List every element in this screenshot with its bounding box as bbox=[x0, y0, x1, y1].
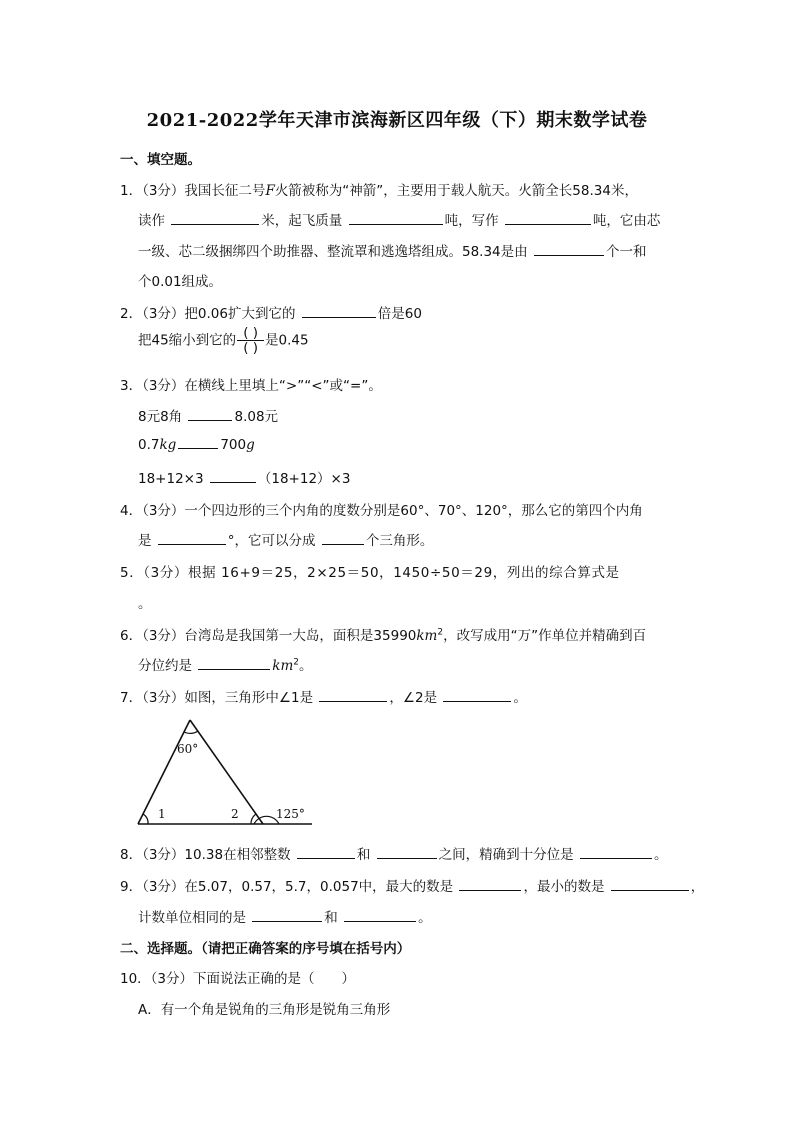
q3-c-left: 18+12×3 bbox=[138, 471, 204, 487]
question-1-line-3 bbox=[138, 240, 646, 260]
q6-unit-km-2: km bbox=[272, 658, 294, 674]
question-8-line-1 bbox=[120, 843, 667, 863]
question-3-row-a bbox=[138, 405, 278, 425]
q3-b-unit-kg: kg bbox=[159, 437, 177, 453]
q2-fraction-numerator: ( ) bbox=[237, 326, 264, 341]
triangle-right-side bbox=[190, 720, 263, 824]
q7-text-c: 。 bbox=[513, 690, 527, 706]
question-3-row-c bbox=[138, 467, 350, 487]
q2-result-text: 是0.45 bbox=[265, 332, 309, 349]
q8-upper-blank[interactable] bbox=[377, 846, 437, 859]
q1-text-a: 1．（3分）我国长征二号 bbox=[120, 183, 266, 199]
question-10-line-1: 10．（3分）下面说法正确的是（ ） bbox=[120, 971, 356, 987]
q3-c-right: （18+12）×3 bbox=[257, 471, 351, 487]
question-4-line-1: 4．（3分）一个四边形的三个内角的度数分别是60°、70°、120°，那么它的第四个内角 bbox=[120, 503, 643, 519]
q6-period: 。 bbox=[299, 658, 313, 674]
question-3-line-1: 3．（3分）在横线上里填上“>”“<”或“=”。 bbox=[120, 378, 382, 394]
q6-unit-sup: 2 bbox=[437, 627, 444, 638]
q7-angle1-blank[interactable] bbox=[319, 689, 387, 702]
question-3-row-b bbox=[138, 436, 255, 453]
q1-mass-blank[interactable] bbox=[349, 212, 443, 225]
q8-text-a: 8．（3分）10.38在相邻整数 bbox=[120, 847, 291, 863]
question-1-line-2 bbox=[138, 209, 660, 229]
q1-rocket-letter: F bbox=[265, 183, 275, 199]
question-9-line-1 bbox=[120, 875, 704, 895]
q1-read-label: 读作 bbox=[138, 213, 165, 229]
question-4-line-2 bbox=[138, 529, 433, 549]
q6-approx-label: 分位约是 bbox=[138, 658, 192, 674]
q4-is-label: 是 bbox=[138, 533, 152, 549]
q3-a-right: 8.08元 bbox=[234, 409, 279, 425]
q2-text-b: 倍是60 bbox=[377, 306, 422, 322]
q3-b-blank[interactable] bbox=[178, 436, 218, 449]
q3-a-blank[interactable] bbox=[188, 408, 232, 421]
question-5-line-1: 5．（3分）根据 16+9＝25，2×25＝50，1450÷50＝29，列出的综合算式是 bbox=[120, 565, 620, 581]
q2-fraction[interactable] bbox=[237, 326, 264, 355]
angle1-arc bbox=[143, 814, 148, 824]
question-6-line-1 bbox=[120, 624, 646, 644]
q6-text-a: 6．（3分）台湾岛是我国第一大岛，面积是35990 bbox=[120, 628, 417, 644]
question-9-line-2 bbox=[138, 906, 432, 926]
page-title: 2021-2022学年天津市滨海新区四年级（下）期末数学试卷 bbox=[146, 110, 648, 131]
q9-text-a: 9．（3分）在5.07，0.57，5.7，0.057中，最大的数是 bbox=[120, 879, 454, 895]
q9-same-blank-2[interactable] bbox=[344, 909, 416, 922]
q1-ones-blank[interactable] bbox=[534, 243, 604, 256]
question-5-line-2: 。 bbox=[138, 596, 152, 612]
q6-text-b: ，改写成用“万”作单位并精确到百 bbox=[443, 628, 647, 644]
q8-lower-blank[interactable] bbox=[297, 846, 355, 859]
q9-period: 。 bbox=[418, 910, 432, 926]
q1-core-label: 吨，它由芯 bbox=[592, 213, 661, 229]
question-2-line-2 bbox=[138, 326, 309, 355]
q7-text-a: 7．（3分）如图，三角形中∠1是 bbox=[120, 690, 314, 706]
q7-angle2-blank[interactable] bbox=[443, 689, 511, 702]
q8-period: 。 bbox=[653, 847, 668, 863]
top-angle-label: 60° bbox=[177, 742, 199, 756]
q4-angle-blank[interactable] bbox=[158, 532, 226, 545]
q8-and: 和 bbox=[356, 847, 371, 863]
q2-shrink-text: 把45缩小到它的 bbox=[138, 332, 237, 349]
q9-text-b: ，最小的数是 bbox=[523, 879, 605, 895]
q3-b-unit-g: g bbox=[246, 437, 255, 453]
q7-text-b: ，∠2是 bbox=[389, 690, 438, 706]
q3-a-left: 8元8角 bbox=[138, 409, 183, 425]
q1-text-c: 火箭被称为“神箭”，主要用于载人航天。火箭全长58.34米， bbox=[274, 183, 638, 199]
question-1-line-1 bbox=[120, 179, 638, 199]
angle2-label: 2 bbox=[231, 807, 239, 821]
question-1-line-4: 个0.01组成。 bbox=[138, 274, 223, 290]
q9-text-c: ， bbox=[690, 879, 705, 895]
exterior-angle-label: 125° bbox=[276, 807, 305, 821]
q1-write-label: 吨，写作 bbox=[444, 213, 499, 229]
section-heading-fill: 一、填空题。 bbox=[120, 152, 201, 168]
question-7-line-1 bbox=[120, 686, 527, 706]
q1-ones-label: 个一和 bbox=[605, 244, 647, 260]
question-6-line-2 bbox=[138, 654, 313, 674]
q9-same-blank-1[interactable] bbox=[252, 909, 322, 922]
q8-round-blank[interactable] bbox=[580, 846, 652, 859]
section-heading-choice: 二、选择题。（请把正确答案的序号填在括号内） bbox=[120, 941, 411, 957]
q6-unit-km: km bbox=[416, 628, 438, 644]
q6-answer-blank[interactable] bbox=[198, 657, 270, 670]
q3-c-blank[interactable] bbox=[210, 470, 256, 483]
q4-split-label: °，它可以分成 bbox=[227, 533, 316, 549]
q2-fraction-denominator: ( ) bbox=[243, 340, 259, 356]
q4-triangles-blank[interactable] bbox=[322, 532, 364, 545]
q9-max-blank[interactable] bbox=[459, 878, 521, 891]
triangle-figure bbox=[134, 714, 314, 828]
q3-b-right: 700 bbox=[220, 437, 247, 453]
angle1-label: 1 bbox=[158, 807, 166, 821]
q9-min-blank[interactable] bbox=[611, 878, 689, 891]
q9-and: 和 bbox=[324, 910, 338, 926]
q3-b-left: 0.7 bbox=[138, 437, 160, 453]
question-2-line-1 bbox=[120, 302, 422, 322]
question-10-option-a[interactable]: A．有一个角是锐角的三角形是锐角三角形 bbox=[138, 1002, 391, 1018]
q1-mass-label: 米，起飞质量 bbox=[261, 213, 343, 229]
top-angle-arc bbox=[184, 731, 198, 733]
q1-write-blank[interactable] bbox=[505, 212, 591, 225]
q2-times-blank[interactable] bbox=[302, 305, 376, 318]
q1-composition-text: 一级、芯二级捆绑四个助推器、整流罩和逃逸塔组成。58.34是由 bbox=[138, 244, 528, 260]
q4-triangles-label: 个三角形。 bbox=[365, 533, 434, 549]
q6-unit-sup-2: 2 bbox=[293, 657, 300, 668]
q1-read-blank[interactable] bbox=[171, 212, 259, 225]
q9-unit-label: 计数单位相同的是 bbox=[138, 910, 246, 926]
q2-text-a: 2．（3分）把0.06扩大到它的 bbox=[120, 306, 296, 322]
q8-text-c: 之间，精确到十分位是 bbox=[438, 847, 574, 863]
